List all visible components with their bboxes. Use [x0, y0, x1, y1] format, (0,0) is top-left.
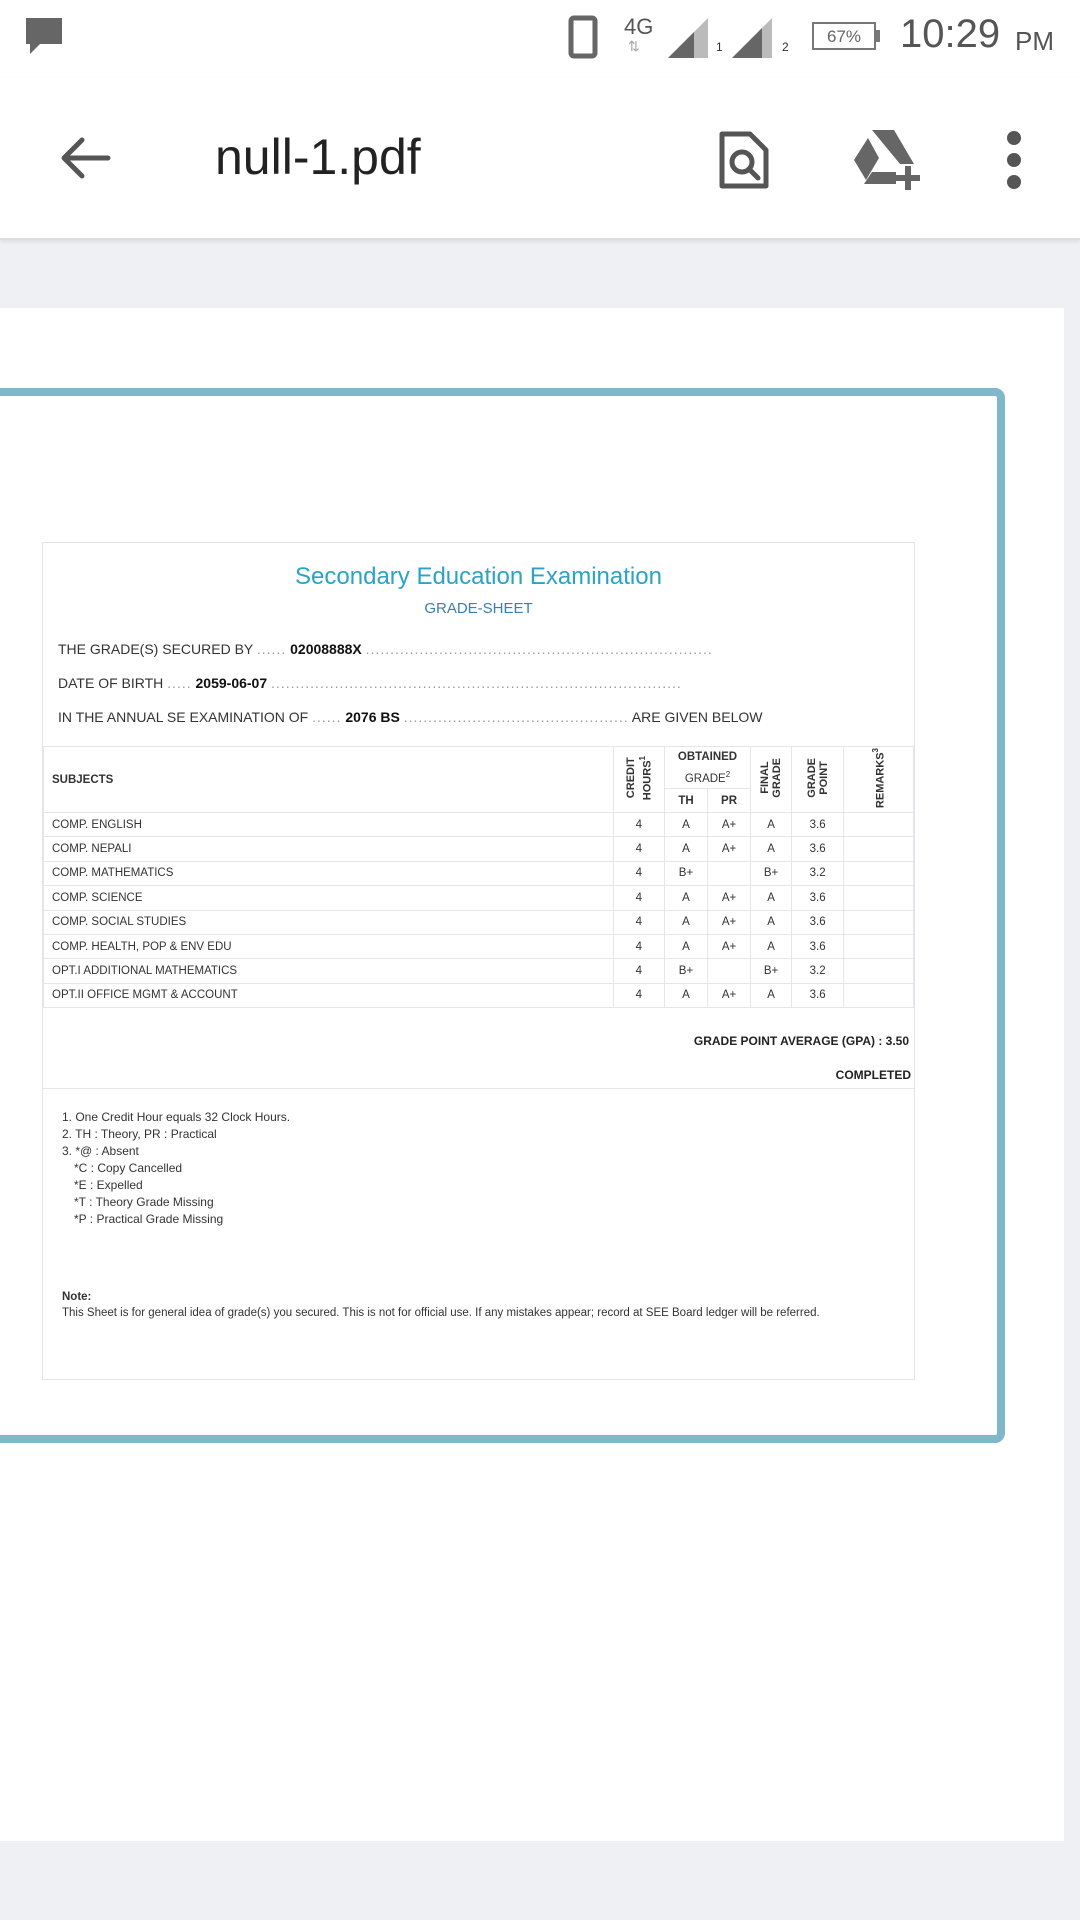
footnote: *C : Copy Cancelled — [74, 1161, 183, 1175]
sim1-label: 1 — [716, 40, 723, 54]
footnote: *P : Practical Grade Missing — [74, 1212, 224, 1226]
th-header: TH — [664, 789, 707, 813]
final-cell: A — [751, 886, 792, 910]
final-cell: A — [751, 837, 792, 861]
exam-label: IN THE ANNUAL SE EXAMINATION OF — [58, 709, 309, 725]
exam-suffix: ARE GIVEN BELOW — [631, 709, 763, 725]
data-arrows-icon: ⇅ — [628, 38, 640, 54]
gp-cell: 3.6 — [792, 983, 844, 1007]
table-row — [44, 886, 914, 910]
th-cell: A — [664, 886, 707, 910]
subject-cell: COMP. MATHEMATICS — [44, 861, 614, 885]
pr-cell: A+ — [708, 934, 751, 958]
subject-cell: OPT.II OFFICE MGMT & ACCOUNT — [44, 983, 614, 1007]
th-cell: A — [664, 837, 707, 861]
gp-cell: 3.2 — [792, 959, 844, 983]
table-row — [44, 813, 914, 837]
dob-value: 2059-06-07 — [195, 675, 268, 691]
secured-by-value: 02008888X — [290, 641, 362, 657]
exam-line: IN THE ANNUAL SE EXAMINATION OF ...... 2076 BS .............................................. ARE GIVEN BELOW — [58, 709, 763, 725]
table-row — [44, 861, 914, 885]
footnote: *T : Theory Grade Missing — [74, 1195, 214, 1209]
drive-add-icon[interactable] — [852, 128, 924, 190]
footnote: 3. *@ : Absent — [62, 1144, 139, 1158]
gp-cell: 3.6 — [792, 886, 844, 910]
note-title: Note: — [62, 1291, 92, 1303]
th-cell: A — [664, 983, 707, 1007]
clock-time: 10:29 — [900, 12, 1001, 56]
gp-cell: 3.6 — [792, 837, 844, 861]
remarks-cell — [844, 813, 914, 837]
pr-cell — [708, 959, 751, 983]
remarks-cell — [844, 959, 914, 983]
gp-cell: 3.6 — [792, 934, 844, 958]
credit-cell: 4 — [613, 910, 664, 934]
remarks-cell — [844, 886, 914, 910]
note-block — [62, 1289, 882, 1321]
more-vert-icon[interactable] — [1002, 130, 1026, 190]
subject-cell: COMP. SOCIAL STUDIES — [44, 910, 614, 934]
grades-table — [43, 746, 914, 1008]
sheet-subtitle: GRADE-SHEET — [424, 600, 533, 617]
remarks-cell — [844, 934, 914, 958]
pr-cell: A+ — [708, 813, 751, 837]
signal-sim2-icon — [732, 18, 776, 58]
pr-cell: A+ — [708, 886, 751, 910]
network-type-label: 4G — [624, 14, 654, 39]
app-toolbar — [0, 78, 1080, 240]
footnote: 1. One Credit Hour equals 32 Clock Hours. — [62, 1110, 291, 1124]
status-bar — [0, 0, 1080, 78]
final-grade-header: FINAL GRADE — [751, 747, 792, 813]
subjects-header: SUBJECTS — [44, 747, 614, 813]
th-cell: A — [664, 934, 707, 958]
gp-cell: 3.6 — [792, 813, 844, 837]
remarks-cell — [844, 837, 914, 861]
th-cell: A — [664, 813, 707, 837]
final-cell: B+ — [751, 959, 792, 983]
sheet-title: Secondary Education Examination — [295, 563, 662, 590]
battery-percent: 67% — [826, 27, 862, 46]
th-cell: B+ — [664, 959, 707, 983]
back-arrow-icon[interactable] — [56, 134, 112, 182]
final-cell: A — [751, 934, 792, 958]
remarks-cell — [844, 983, 914, 1007]
completed-status: COMPLETED — [835, 1068, 911, 1082]
table-row — [44, 910, 914, 934]
final-cell: A — [751, 910, 792, 934]
note-text: This Sheet is for general idea of grade(s) you secured. This is not for official use. If any mistakes appear; record at SEE Board ledger will be referred. — [62, 1307, 820, 1319]
pr-cell: A+ — [708, 983, 751, 1007]
subject-cell: COMP. ENGLISH — [44, 813, 614, 837]
table-row — [44, 959, 914, 983]
th-cell: B+ — [664, 861, 707, 885]
remarks-header: REMARKS$^3$ — [844, 747, 914, 813]
grade-sheet — [42, 542, 915, 1380]
final-cell: B+ — [751, 861, 792, 885]
dob-label: DATE OF BIRTH — [58, 675, 164, 691]
pr-cell: A+ — [708, 910, 751, 934]
pr-header: PR — [708, 789, 751, 813]
subject-cell: OPT.I ADDITIONAL MATHEMATICS — [44, 959, 614, 983]
subject-cell: COMP. NEPALI — [44, 837, 614, 861]
pr-cell — [708, 861, 751, 885]
gp-cell: 3.6 — [792, 910, 844, 934]
document-title: null-1.pdf — [215, 129, 421, 185]
pr-cell: A+ — [708, 837, 751, 861]
secured-by-line: THE GRADE(S) SECURED BY ...... 02008888X ....................................................................... — [58, 641, 713, 657]
phone-device-icon — [568, 15, 598, 59]
table-row — [44, 837, 914, 861]
final-cell: A — [751, 813, 792, 837]
credit-cell: 4 — [613, 813, 664, 837]
table-row — [44, 983, 914, 1007]
sim2-label: 2 — [782, 40, 789, 54]
remarks-cell — [844, 861, 914, 885]
gp-cell: 3.2 — [792, 861, 844, 885]
signal-sim1-icon — [668, 18, 712, 58]
clock-ampm: PM — [1015, 26, 1054, 56]
th-cell: A — [664, 910, 707, 934]
dob-line: DATE OF BIRTH ..... 2059-06-07 .................................................................................... — [58, 675, 682, 691]
exam-value: 2076 BS — [345, 709, 400, 725]
battery-icon — [812, 22, 876, 50]
credit-cell: 4 — [613, 934, 664, 958]
footnote: *E : Expelled — [74, 1178, 143, 1192]
grade-rows — [44, 813, 914, 1008]
remarks-cell — [844, 910, 914, 934]
subject-cell: COMP. SCIENCE — [44, 886, 614, 910]
find-in-page-icon[interactable] — [718, 130, 770, 190]
credit-cell: 4 — [613, 959, 664, 983]
credit-cell: 4 — [613, 886, 664, 910]
credit-cell: 4 — [613, 983, 664, 1007]
grade-point-header: GRADE POINT — [792, 747, 844, 813]
credit-cell: 4 — [613, 861, 664, 885]
obtained-grade-header: OBTAINED GRADE$^2$ — [664, 747, 750, 789]
credit-cell: 4 — [613, 837, 664, 861]
secured-by-label: THE GRADE(S) SECURED BY — [58, 641, 253, 657]
footnote: 2. TH : Theory, PR : Practical — [62, 1127, 217, 1141]
gpa-text: GRADE POINT AVERAGE (GPA) : 3.50 — [693, 1034, 909, 1048]
table-row — [44, 934, 914, 958]
credit-hours-header: CREDIT HOURS$^1$ — [613, 747, 664, 813]
notification-chat-icon — [26, 18, 62, 58]
footnotes — [62, 1109, 290, 1228]
final-cell: A — [751, 983, 792, 1007]
subject-cell: COMP. HEALTH, POP & ENV EDU — [44, 934, 614, 958]
